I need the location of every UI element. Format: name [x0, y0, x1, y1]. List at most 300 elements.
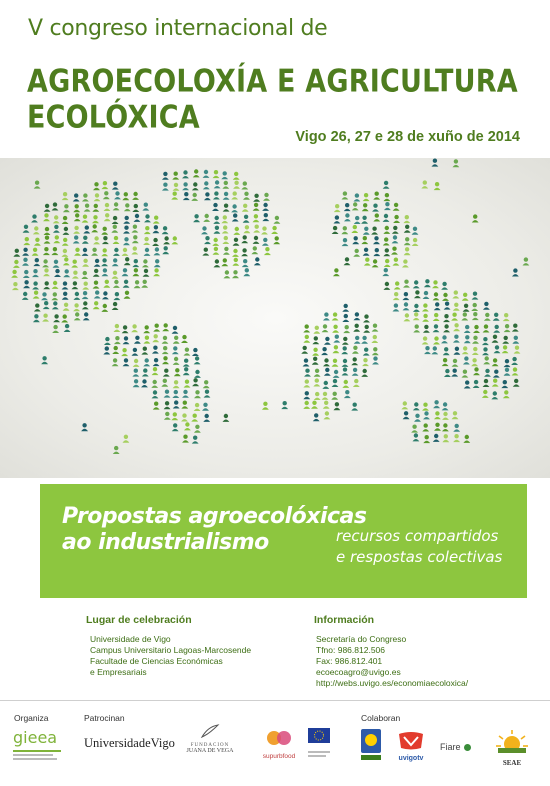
person-marker-icon — [363, 248, 370, 256]
person-marker-icon — [73, 235, 80, 243]
person-marker-icon — [162, 226, 169, 234]
person-marker-icon — [442, 423, 449, 431]
person-marker-icon — [132, 204, 139, 212]
person-marker-icon — [444, 302, 451, 310]
person-marker-icon — [93, 182, 100, 190]
person-marker-icon — [512, 336, 519, 344]
person-marker-icon — [214, 226, 221, 234]
person-marker-icon — [153, 268, 160, 276]
person-marker-icon — [172, 423, 179, 431]
person-marker-icon — [403, 215, 410, 223]
person-marker-icon — [131, 324, 138, 332]
person-marker-icon — [173, 400, 180, 408]
person-marker-icon — [214, 259, 221, 267]
person-marker-icon — [123, 358, 130, 366]
person-marker-icon — [243, 215, 250, 223]
person-marker-icon — [303, 379, 310, 387]
person-marker-icon — [53, 260, 60, 268]
person-marker-icon — [73, 303, 80, 311]
person-marker-icon — [353, 249, 360, 257]
person-marker-icon — [103, 280, 110, 288]
juana-de-vega-logo — [182, 724, 238, 754]
person-marker-icon — [253, 194, 260, 202]
person-marker-icon — [473, 380, 480, 388]
person-marker-icon — [181, 401, 188, 409]
person-marker-icon — [42, 314, 49, 322]
person-marker-icon — [73, 226, 80, 234]
person-marker-icon — [373, 192, 380, 200]
fiare-logo — [440, 742, 472, 752]
person-marker-icon — [173, 183, 180, 191]
banner-title-line2: ao industrialismo — [62, 530, 269, 555]
person-marker-icon — [453, 434, 460, 442]
person-marker-icon — [144, 248, 151, 256]
person-marker-icon — [82, 282, 89, 290]
world-map-illustration — [0, 158, 550, 478]
person-marker-icon — [344, 257, 351, 265]
person-marker-icon — [433, 434, 440, 442]
person-marker-icon — [171, 412, 178, 420]
person-marker-icon — [82, 248, 89, 256]
person-marker-icon — [503, 390, 510, 398]
person-marker-icon — [44, 227, 51, 235]
person-marker-icon — [52, 247, 59, 255]
person-marker-icon — [53, 314, 60, 322]
person-marker-icon — [203, 181, 210, 189]
person-marker-icon — [231, 204, 238, 212]
person-marker-icon — [102, 236, 109, 244]
person-marker-icon — [303, 401, 310, 409]
person-marker-icon — [63, 257, 70, 265]
person-marker-icon — [44, 236, 51, 244]
person-marker-icon — [72, 281, 79, 289]
person-marker-icon — [313, 326, 320, 334]
person-marker-icon — [423, 435, 430, 443]
person-marker-icon — [74, 213, 81, 221]
person-marker-icon — [383, 248, 390, 256]
person-marker-icon — [223, 414, 230, 422]
feather-icon — [200, 724, 220, 738]
person-marker-icon — [113, 446, 120, 454]
person-marker-icon — [482, 347, 489, 355]
person-marker-icon — [444, 369, 451, 377]
person-marker-icon — [152, 346, 159, 354]
person-marker-icon — [52, 281, 59, 289]
person-marker-icon — [434, 302, 441, 310]
person-marker-icon — [152, 367, 159, 375]
fiare-wordmark: Fiare — [440, 742, 461, 752]
person-marker-icon — [391, 247, 398, 255]
person-marker-icon — [303, 358, 310, 366]
person-marker-icon — [301, 346, 308, 354]
person-marker-icon — [443, 324, 450, 332]
person-marker-icon — [373, 248, 380, 256]
person-marker-icon — [344, 203, 351, 211]
person-marker-icon — [442, 402, 449, 410]
person-marker-icon — [222, 225, 229, 233]
person-marker-icon — [141, 347, 148, 355]
person-marker-icon — [152, 334, 159, 342]
person-marker-icon — [312, 357, 319, 365]
person-marker-icon — [41, 292, 48, 300]
person-marker-icon — [451, 369, 458, 377]
person-marker-icon — [423, 325, 430, 333]
person-marker-icon — [142, 368, 149, 376]
person-marker-icon — [34, 238, 41, 246]
person-marker-icon — [334, 215, 341, 223]
info-email[interactable]: ecoecoagro@uvigo.es — [316, 667, 401, 677]
person-marker-icon — [104, 337, 111, 345]
person-marker-icon — [361, 216, 368, 224]
person-marker-icon — [254, 257, 261, 265]
person-marker-icon — [423, 291, 430, 299]
person-marker-icon — [132, 192, 139, 200]
person-marker-icon — [413, 312, 420, 320]
person-marker-icon — [442, 412, 449, 420]
person-marker-icon — [334, 204, 341, 212]
person-marker-icon — [173, 357, 180, 365]
person-marker-icon — [383, 237, 390, 245]
person-marker-icon — [472, 214, 479, 222]
person-marker-icon — [512, 324, 519, 332]
person-marker-icon — [214, 180, 221, 188]
person-marker-icon — [412, 238, 419, 246]
uvigotv-wordmark: uvigotv — [398, 755, 424, 762]
person-marker-icon — [134, 214, 141, 222]
person-marker-icon — [114, 191, 121, 199]
person-marker-icon — [383, 214, 390, 222]
person-marker-icon — [123, 280, 130, 288]
person-marker-icon — [112, 302, 119, 310]
person-marker-icon — [403, 411, 410, 419]
person-marker-icon — [202, 248, 209, 256]
person-marker-icon — [422, 336, 429, 344]
person-marker-icon — [464, 325, 471, 333]
person-marker-icon — [363, 227, 370, 235]
person-marker-icon — [434, 423, 441, 431]
person-marker-icon — [303, 324, 310, 332]
eu-flag-logo — [308, 728, 330, 757]
person-marker-icon — [101, 248, 108, 256]
person-marker-icon — [493, 325, 500, 333]
person-marker-icon — [194, 403, 201, 411]
footer-divider — [0, 700, 550, 701]
person-marker-icon — [414, 290, 421, 298]
person-marker-icon — [162, 246, 169, 254]
person-marker-icon — [373, 236, 380, 244]
person-marker-icon — [112, 271, 119, 279]
person-marker-icon — [182, 170, 189, 178]
person-marker-icon — [312, 336, 319, 344]
person-marker-icon — [41, 356, 48, 364]
person-marker-icon — [171, 236, 178, 244]
person-marker-icon — [141, 280, 148, 288]
person-marker-icon — [222, 181, 229, 189]
person-marker-icon — [73, 193, 80, 201]
person-marker-icon — [92, 204, 99, 212]
person-marker-icon — [462, 370, 469, 378]
person-marker-icon — [213, 216, 220, 224]
person-marker-icon — [63, 303, 70, 311]
person-marker-icon — [122, 192, 129, 200]
person-marker-icon — [304, 369, 311, 377]
person-marker-icon — [314, 369, 321, 377]
person-marker-icon — [452, 359, 459, 367]
person-marker-icon — [352, 236, 359, 244]
person-marker-icon — [122, 268, 129, 276]
person-marker-icon — [281, 401, 288, 409]
person-marker-icon — [52, 325, 59, 333]
person-marker-icon — [173, 336, 180, 344]
person-marker-icon — [223, 247, 230, 255]
person-marker-icon — [94, 259, 101, 267]
person-marker-icon — [192, 436, 199, 444]
person-marker-icon — [463, 435, 470, 443]
person-marker-icon — [62, 249, 69, 257]
person-marker-icon — [372, 347, 379, 355]
person-marker-icon — [132, 235, 139, 243]
person-marker-icon — [483, 356, 490, 364]
person-marker-icon — [274, 216, 281, 224]
person-marker-icon — [162, 336, 169, 344]
person-marker-icon — [123, 336, 130, 344]
person-marker-icon — [161, 379, 168, 387]
person-marker-icon — [133, 359, 140, 367]
person-marker-icon — [351, 357, 358, 365]
person-marker-icon — [204, 192, 211, 200]
person-marker-icon — [443, 314, 450, 322]
person-marker-icon — [331, 392, 338, 400]
person-marker-icon — [163, 236, 170, 244]
person-marker-icon — [43, 301, 50, 309]
person-marker-icon — [101, 258, 108, 266]
person-marker-icon — [31, 214, 38, 222]
person-marker-icon — [62, 216, 69, 224]
person-marker-icon — [354, 336, 361, 344]
person-marker-icon — [32, 269, 39, 277]
person-marker-icon — [273, 236, 280, 244]
person-marker-icon — [363, 193, 370, 201]
person-marker-icon — [372, 204, 379, 212]
person-marker-icon — [491, 391, 498, 399]
person-marker-icon — [93, 301, 100, 309]
person-marker-icon — [463, 304, 470, 312]
person-marker-icon — [153, 225, 160, 233]
person-marker-icon — [221, 215, 228, 223]
person-marker-icon — [422, 303, 429, 311]
person-marker-icon — [142, 259, 149, 267]
person-marker-icon — [72, 271, 79, 279]
person-marker-icon — [22, 258, 29, 266]
person-marker-icon — [453, 303, 460, 311]
seae-logo — [490, 728, 534, 767]
person-marker-icon — [351, 225, 358, 233]
person-marker-icon — [204, 236, 211, 244]
person-marker-icon — [372, 259, 379, 267]
person-marker-icon — [493, 370, 500, 378]
person-marker-icon — [154, 259, 161, 267]
person-marker-icon — [461, 312, 468, 320]
person-marker-icon — [184, 422, 191, 430]
person-marker-icon — [401, 401, 408, 409]
juana-top-text: FUNDACION — [190, 743, 230, 748]
person-marker-icon — [203, 214, 210, 222]
person-marker-icon — [33, 314, 40, 322]
person-marker-icon — [502, 345, 509, 353]
person-marker-icon — [114, 324, 121, 332]
person-marker-icon — [171, 192, 178, 200]
person-marker-icon — [253, 225, 260, 233]
person-marker-icon — [82, 236, 89, 244]
person-marker-icon — [263, 193, 270, 201]
person-marker-icon — [134, 336, 141, 344]
person-marker-icon — [53, 235, 60, 243]
person-marker-icon — [141, 379, 148, 387]
person-marker-icon — [393, 258, 400, 266]
person-marker-icon — [432, 280, 439, 288]
person-marker-icon — [153, 216, 160, 224]
person-marker-icon — [93, 281, 100, 289]
person-marker-icon — [262, 203, 269, 211]
person-marker-icon — [422, 314, 429, 322]
person-marker-icon — [351, 403, 358, 411]
person-marker-icon — [34, 181, 41, 189]
person-marker-icon — [394, 281, 401, 289]
person-marker-icon — [472, 336, 479, 344]
person-marker-icon — [384, 259, 391, 267]
person-marker-icon — [202, 403, 209, 411]
person-marker-icon — [143, 358, 150, 366]
person-marker-icon — [342, 314, 349, 322]
person-marker-icon — [404, 237, 411, 245]
person-marker-icon — [433, 400, 440, 408]
person-marker-icon — [303, 335, 310, 343]
person-marker-icon — [94, 290, 101, 298]
person-marker-icon — [144, 226, 151, 234]
person-marker-icon — [134, 280, 141, 288]
person-marker-icon — [204, 390, 211, 398]
person-marker-icon — [371, 227, 378, 235]
person-marker-icon — [43, 247, 50, 255]
person-marker-icon — [342, 337, 349, 345]
person-marker-icon — [73, 204, 80, 212]
person-marker-icon — [203, 380, 210, 388]
person-marker-icon — [194, 356, 201, 364]
person-marker-icon — [324, 411, 331, 419]
person-marker-icon — [334, 402, 341, 410]
person-marker-icon — [472, 292, 479, 300]
person-marker-icon — [363, 325, 370, 333]
person-marker-icon — [511, 357, 518, 365]
person-marker-icon — [33, 258, 40, 266]
person-marker-icon — [503, 313, 510, 321]
person-marker-icon — [431, 346, 438, 354]
person-marker-icon — [172, 326, 179, 334]
person-marker-icon — [384, 282, 391, 290]
person-marker-icon — [483, 324, 490, 332]
person-marker-icon — [122, 248, 129, 256]
person-marker-icon — [393, 292, 400, 300]
person-marker-icon — [354, 216, 361, 224]
person-marker-icon — [112, 346, 119, 354]
person-marker-icon — [62, 281, 69, 289]
person-marker-icon — [184, 348, 191, 356]
galicia-emblem-icon — [360, 728, 382, 762]
person-marker-icon — [241, 181, 248, 189]
person-marker-icon — [462, 346, 469, 354]
person-marker-icon — [174, 368, 181, 376]
person-marker-icon — [32, 281, 39, 289]
person-marker-icon — [261, 226, 268, 234]
person-marker-icon — [332, 359, 339, 367]
person-marker-icon — [162, 183, 169, 191]
person-marker-icon — [512, 268, 519, 276]
person-marker-icon — [454, 347, 461, 355]
congress-main-title: AGROECOLOXÍA E AGRICULTURA ECOLÓXICA — [27, 64, 518, 136]
person-marker-icon — [251, 246, 258, 254]
person-marker-icon — [164, 412, 171, 420]
venue-line: Facultade de Ciencias Económicas — [90, 656, 223, 666]
banner-subtitle-line1: recursos compartidos — [336, 527, 499, 545]
person-marker-icon — [244, 225, 251, 233]
person-marker-icon — [433, 313, 440, 321]
person-marker-icon — [344, 213, 351, 221]
person-marker-icon — [484, 369, 491, 377]
person-marker-icon — [61, 314, 68, 322]
supurbfood-logo — [258, 728, 300, 760]
person-marker-icon — [253, 214, 260, 222]
person-marker-icon — [232, 258, 239, 266]
person-marker-icon — [434, 182, 441, 190]
person-marker-icon — [152, 238, 159, 246]
person-marker-icon — [504, 359, 511, 367]
person-marker-icon — [362, 203, 369, 211]
person-marker-icon — [194, 370, 201, 378]
person-marker-icon — [483, 302, 490, 310]
person-marker-icon — [332, 379, 339, 387]
person-marker-icon — [192, 182, 199, 190]
person-marker-icon — [402, 259, 409, 267]
person-marker-icon — [182, 182, 189, 190]
person-marker-icon — [361, 336, 368, 344]
person-marker-icon — [191, 193, 198, 201]
person-marker-icon — [472, 347, 479, 355]
person-marker-icon — [504, 368, 511, 376]
person-marker-icon — [144, 336, 151, 344]
person-marker-icon — [181, 335, 188, 343]
person-marker-icon — [453, 335, 460, 343]
person-marker-icon — [162, 356, 169, 364]
person-marker-icon — [421, 180, 428, 188]
supurbfood-wordmark: supurbfood — [262, 753, 296, 760]
person-marker-icon — [442, 434, 449, 442]
person-marker-icon — [323, 401, 330, 409]
person-marker-icon — [194, 425, 201, 433]
person-marker-icon — [332, 325, 339, 333]
person-marker-icon — [393, 203, 400, 211]
person-marker-icon — [453, 159, 460, 167]
person-marker-icon — [313, 413, 320, 421]
person-marker-icon — [112, 216, 119, 224]
person-marker-icon — [492, 335, 499, 343]
person-marker-icon — [442, 358, 449, 366]
person-marker-icon — [103, 346, 110, 354]
person-marker-icon — [51, 292, 58, 300]
congress-edition-title: V congreso internacional de — [28, 16, 328, 41]
person-marker-icon — [133, 268, 140, 276]
info-website-link[interactable]: http://webs.uvigo.es/economiaecoloxica/ — [316, 678, 469, 688]
person-marker-icon — [403, 280, 410, 288]
